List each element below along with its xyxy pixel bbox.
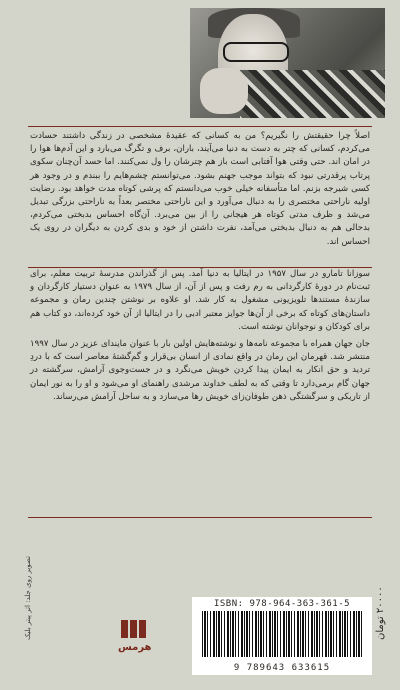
author-photo — [190, 8, 385, 118]
divider-top — [28, 126, 372, 127]
divider-bottom — [28, 517, 372, 518]
barcode-bars — [202, 611, 362, 657]
hand-shape — [200, 68, 248, 114]
bio-paragraph-2: جان جهان همراه با مجموعه نامه‌ها و نوشته‌هایش اولین بار با عنوان مایندای عزیز در سال ۱۹۹۷ منتشر شد. قهرمان این رمان در واقع نمادی از انسان بی‌قرار و گم‌گشتهٔ معاصر است که با دردِ تردید و حق انکار به ایمان پیدا کردن خویش می‌نگرد و در جست‌وجوی آرامش، سرگشته در جهان گام برمی‌دارد تا وقتی که به لطف خداوند مرشدی راهنمای او می‌شود و او را به نور ایمان از تاریکی و سرگشتگی ذهن طوفان‌زای خویش رها می‌سازد و به ساحل آرامش می‌رساند. — [30, 339, 370, 402]
blurb-text: اصلاً چرا حقیقتش را نگیریم؟ من به کسانی که عقیدهٔ مشخصی در زندگی داشتند حسادت می‌کردم، کسانی که چتر به دست به دنیا می‌آیند، باران، برف و تگرگ می‌بارد و این آدم‌ها هوا را در امان اند. حتی وقتی هوا آفتابی است باز هم چترشان را ول نمی‌کنند. اما حسد آن‌چنان سکوی پرتاب پرقدرتی نبود که بتواند موجب جهنم بشود. می‌توانستم چشم‌هایم را ببندم و در وجود هر کسی شیرجه بزنم. اما متأسفانه خیلی خوب می‌دانستم که پرشی کوتاه مدت خواهد بود. رضایت اولیه ناراحتی مختصری را به دنبال می‌آورد و این ناراحتی مختصر بعداً به ناراحتی بزرگی تبدیل می‌شد و ظرف مدتی کوتاه هر هیجانی را از بین می‌برد. آن‌گاه احساس بدبختی می‌کردم، بدحالی هم به دنبال بدبختی می‌آمد، نفرت داشتن از خود و بدی کردن به دیگران در روی یک احساس اند. — [30, 131, 370, 247]
publisher-name: هرمس — [118, 642, 152, 653]
blurb-paragraph — [30, 130, 370, 249]
barcode-digits: 9 789643 633615 — [233, 663, 331, 673]
shirt-shape — [240, 70, 385, 118]
publisher-logo — [118, 620, 152, 674]
isbn-text: ISBN: 978-964-363-361-5 — [213, 599, 351, 609]
cover-credit: تصویر روی جلد: اثر پیتر بلیک — [24, 556, 32, 640]
bio-paragraph-1: سوزانا تامارو در سال ۱۹۵۷ در ایتالیا به دنیا آمد. پس از گذراندن مدرسهٔ تربیت معلم، برای ثبت‌نام در دورهٔ کارگردانی به رم رفت و پس از آن، از سال ۱۹۷۹ به عنوان دستیار کارگردان و سازندهٔ مستندها تلویزیونی مشغول به کار شد. او علاوه بر نوشتن چندین رمان و مجموعه داستان‌های کوتاه که برخی از آن‌ها جوایز معتبر ادبی را در ایتالیا از آن خود کرده‌اند، دو کتاب هم برای کودکان و نوجوانان نوشته است. — [30, 269, 371, 332]
hermes-logo-icon — [118, 620, 148, 638]
price-label: ۲۰۰۰۰ تومان — [375, 586, 386, 640]
glasses-shape — [223, 42, 289, 62]
barcode — [192, 597, 372, 675]
bio-section — [30, 268, 370, 404]
